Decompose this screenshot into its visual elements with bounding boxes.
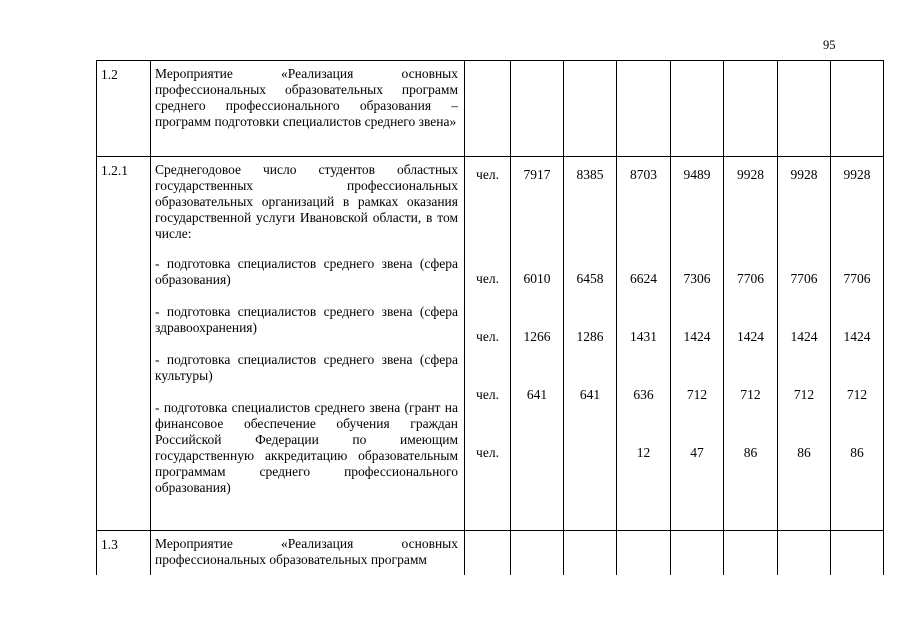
value-cell: 1424 xyxy=(737,329,764,344)
value-cell: 8703 xyxy=(630,167,657,182)
value-cell: 641 xyxy=(526,387,548,402)
table-row xyxy=(97,61,884,157)
value-cell: 7706 xyxy=(737,271,764,286)
description-cell xyxy=(151,61,465,157)
value-cell: 641 xyxy=(579,387,601,402)
unit-label: чел. xyxy=(476,271,499,286)
unit-column xyxy=(465,157,511,531)
value-cell: 1266 xyxy=(523,329,551,344)
unit-label: чел. xyxy=(476,445,499,460)
value-cell: 712 xyxy=(686,387,708,402)
value-cell: 86 xyxy=(797,445,811,460)
year-column-2 xyxy=(564,157,617,531)
value-cell: 1431 xyxy=(630,329,657,344)
value-cell: 712 xyxy=(793,387,815,402)
year-column-3 xyxy=(617,157,671,531)
value-cell: 86 xyxy=(850,445,864,460)
value-cell: 7706 xyxy=(843,271,871,286)
value-cell: 636 xyxy=(633,387,654,402)
row-number: 1.2 xyxy=(97,61,151,157)
value-cell xyxy=(511,440,563,461)
item-description: - подготовка специалистов среднего звена (сфера здравоохранения) xyxy=(155,304,458,335)
item-description: - подготовка специалистов среднего звена (сфера культуры) xyxy=(155,352,458,383)
value-cell: 712 xyxy=(846,387,868,402)
value-cell: 9928 xyxy=(790,167,818,182)
value-cell: 12 xyxy=(636,445,651,460)
item-description: Среднегодовое число студентов областных государственных профессиональных образовательных организаций в рамках оказания государственной услуги Ивановской области, в том числе: xyxy=(155,162,458,241)
item-description: - подготовка специалистов среднего звена (грант на финансовое обеспечение обучения граждан Российской Федерации по имеющим государственную аккредитацию образовательным программам среднего профессионального образования) xyxy=(155,400,458,495)
value-cell: 1424 xyxy=(843,329,871,344)
year-column-6 xyxy=(778,157,831,531)
row-number: 1.2.1 xyxy=(97,157,151,531)
value-cell xyxy=(564,440,616,461)
row-number: 1.3 xyxy=(97,531,151,575)
description-cell xyxy=(151,157,465,531)
value-cell: 8385 xyxy=(576,167,604,182)
value-cell: 7306 xyxy=(683,271,711,286)
value-cell: 7917 xyxy=(523,167,551,182)
year-column-1 xyxy=(511,157,564,531)
value-cell: 9489 xyxy=(683,167,711,182)
value-cell: 6458 xyxy=(576,271,604,286)
value-cell: 9928 xyxy=(737,167,764,182)
table-row xyxy=(97,157,884,531)
value-cell: 7706 xyxy=(790,271,818,286)
value-cell: 6624 xyxy=(630,271,657,286)
item-description: - подготовка специалистов среднего звена (сфера образования) xyxy=(155,256,458,287)
value-cell: 6010 xyxy=(523,271,551,286)
description-cell xyxy=(151,531,465,575)
value-cell: 9928 xyxy=(843,167,871,182)
unit-label: чел. xyxy=(476,167,499,182)
value-cell: 1424 xyxy=(683,329,711,344)
value-cell: 712 xyxy=(740,387,761,402)
year-column-7 xyxy=(831,157,884,531)
unit-label: чел. xyxy=(476,387,499,402)
unit-label: чел. xyxy=(476,329,499,344)
year-column-4 xyxy=(671,157,724,531)
year-column-5 xyxy=(724,157,778,531)
value-cell: 1286 xyxy=(576,329,604,344)
value-cell: 1424 xyxy=(790,329,818,344)
value-cell: 47 xyxy=(690,445,704,460)
value-cell: 86 xyxy=(743,445,758,460)
page-number: 95 xyxy=(823,38,836,52)
table-row xyxy=(97,531,884,575)
row-description: Мероприятие «Реализация основных профессиональных образовательных программ среднего профессионального образования – программ подготовки специалистов среднего звена» xyxy=(155,66,458,129)
data-table xyxy=(96,60,884,575)
row-description: Мероприятие «Реализация основных профессиональных образовательных программ xyxy=(155,536,458,567)
